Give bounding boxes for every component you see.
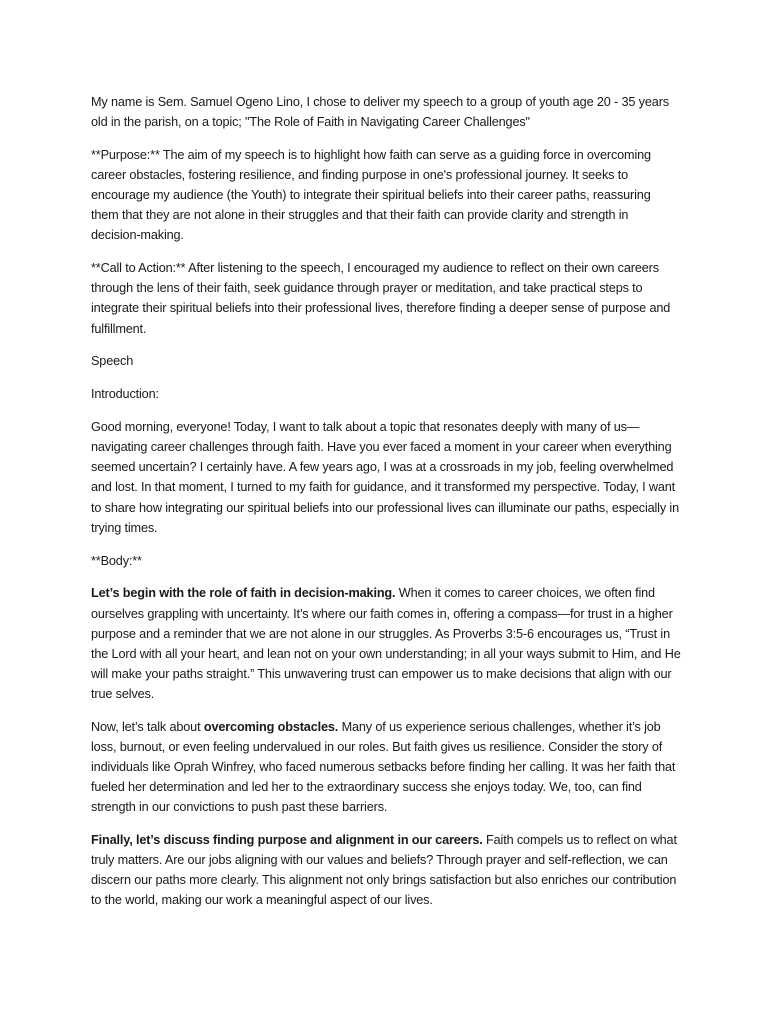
purpose-alignment-lead: Finally, let’s discuss finding purpose and alignment in our careers. [91,833,483,848]
purpose-paragraph: **Purpose:** The aim of my speech is to highlight how faith can serve as a guiding force in overcoming career obstacles, fostering resilience, and finding purpose in one's professional journey. It seeks to encourage my audience (the Youth) to integrate their spiritual beliefs into their career paths, reassuring them that they are not alone in their struggles and that their faith can provide clarity and strength in decision-making. [91,147,651,243]
purpose-alignment-text: Faith compels us to reflect on what truly matters. Are our jobs aligning with our values and beliefs? Through prayer and self-reflection, we can discern our paths more clearly. This alignment not only brings satisfaction but also enriches our contribution to the world, making our work a meaningful aspect of our lives. [91,833,677,908]
decision-making-lead: Let’s begin with the role of faith in decision-making. [91,586,396,601]
obstacles-intro-text: Now, let’s talk about [91,719,204,734]
body-paragraph-obstacles [91,717,681,817]
intro-paragraph: My name is Sem. Samuel Ogeno Lino, I chose to deliver my speech to a group of youth age 20 - 35 years old in the parish, on a topic; "The Role of Faith in Navigating Career Challenges" [91,95,669,130]
document-body [91,92,681,923]
body-paragraph-decision-making [91,583,681,704]
introduction-paragraph: Good morning, everyone! Today, I want to talk about a topic that resonates deeply with many of us—navigating career challenges through faith. Have you ever faced a moment in your career when everything seemed uncertain? I certainly have. A few years ago, I was at a crossroads in my job, feeling overwhelmed and lost. In that moment, I turned to my faith for guidance, and it transformed my perspective. Today, I want to share how integrating our spiritual beliefs into our professional lives can illuminate our paths, especially in trying times. [91,420,679,535]
obstacles-lead: overcoming obstacles. [203,719,339,734]
body-paragraph-purpose [91,830,681,910]
obstacles-text: Many of us experience serious challenges, whether it’s job loss, burnout, or even feeling undervalued in our roles. But faith gives us resilience. Consider the story of individuals like Oprah Winfrey, who faced numerous setbacks before finding her calling. It was her faith that fueled her determination and led her to the extraordinary success she enjoys today. We, too, can find strength in our convictions to push past these barriers. [91,719,676,815]
body-heading: **Body:** [91,553,142,568]
call-to-action-paragraph: **Call to Action:** After listening to the speech, I encouraged my audience to reflect on their own careers through the lens of their faith, seek guidance through prayer or meditation, and take practical steps to integrate their spiritual beliefs into their professional lives, therefore finding a deeper sense of purpose and fulfillment. [91,261,671,336]
decision-making-text: When it comes to career choices, we often find ourselves grappling with uncertainty. It’s where our faith comes in, offering a compass—for trust in a higher purpose and a reminder that we are not alone in our struggles. As Proverbs 3:5-6 encourages us, “Trust in the Lord with all your heart, and lean not on your own understanding; in all your ways submit to Him, and He will make your paths straight.” This unwavering trust can empower us to make decisions that align with our true selves. [91,586,681,701]
speech-heading: Speech [91,354,134,369]
introduction-heading: Introduction: [91,387,159,402]
